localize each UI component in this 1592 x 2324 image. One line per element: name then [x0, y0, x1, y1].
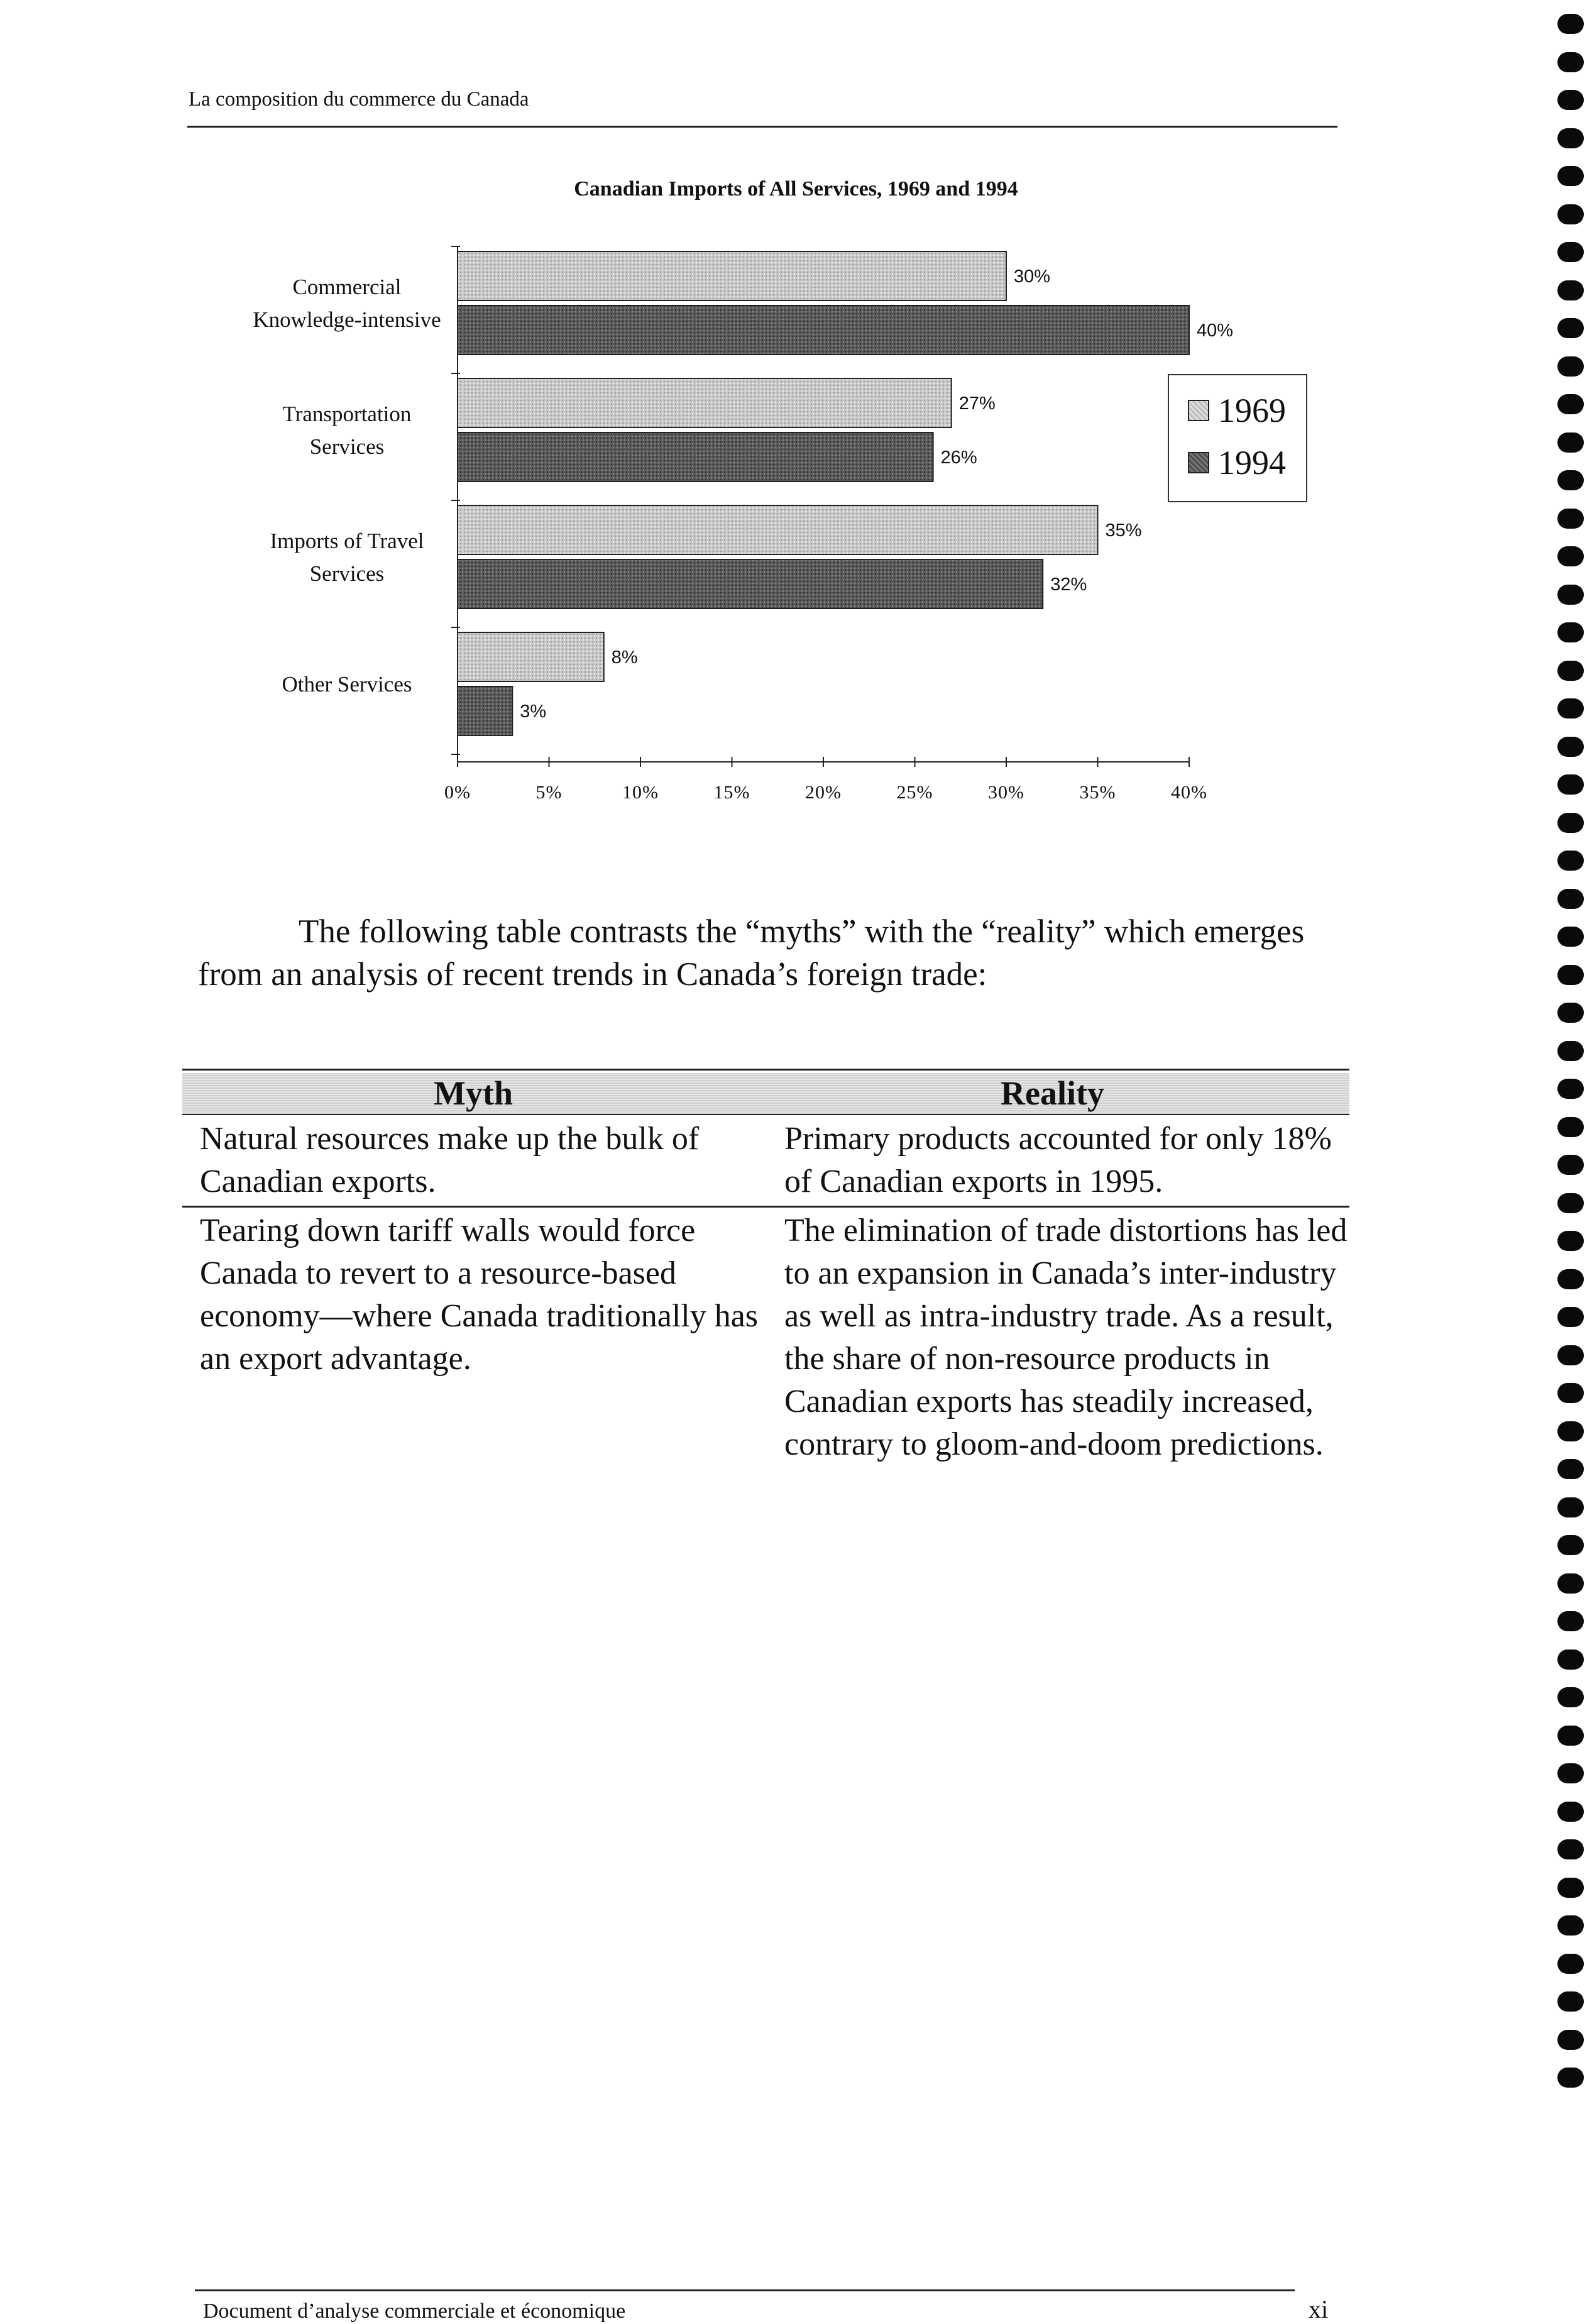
binding-hole: [1557, 965, 1584, 985]
x-tick-label: 0%: [444, 782, 471, 803]
binding-hole: [1557, 1649, 1584, 1670]
running-header: La composition du commerce du Canada: [189, 88, 529, 111]
bar-1994: [458, 306, 1189, 355]
binding-hole: [1557, 90, 1584, 110]
bar-value-label: 35%: [1105, 520, 1142, 541]
binding-hole: [1557, 1954, 1584, 1974]
binding-hole: [1557, 1193, 1584, 1213]
binding-hole: [1557, 1231, 1584, 1251]
binding-hole: [1557, 1611, 1584, 1631]
binding-hole: [1557, 1421, 1584, 1441]
binding-hole: [1557, 1763, 1584, 1783]
binding-hole: [1557, 2068, 1584, 2088]
x-tick-label: 5%: [535, 782, 563, 803]
table-header-myth: Myth: [434, 1074, 513, 1112]
category-label: Commercial Knowledge-intensive: [253, 275, 441, 332]
x-tick-label: 20%: [805, 782, 842, 803]
legend-swatch-1994: [1188, 452, 1209, 473]
binding-hole: [1557, 737, 1584, 757]
binding-hole: [1557, 1345, 1584, 1365]
chart-title: Canadian Imports of All Services, 1969 and 1994: [574, 177, 1018, 201]
bar-value-label: 3%: [520, 702, 547, 722]
category-label: Other Services: [282, 672, 412, 697]
bar-1969: [458, 505, 1098, 554]
bar-1994: [458, 686, 512, 735]
x-tick-label: 25%: [896, 782, 933, 803]
bar-1969: [458, 632, 604, 681]
footer-text: Document d’analyse commerciale et économique: [203, 2299, 626, 2323]
chart-legend: [1168, 374, 1307, 502]
binding-hole: [1557, 470, 1584, 490]
binding-hole: [1557, 1041, 1584, 1061]
bar-1969: [458, 378, 952, 427]
binding-hole: [1557, 1878, 1584, 1898]
x-tick-label: 10%: [622, 782, 659, 803]
table-header-reality: Reality: [1001, 1074, 1104, 1112]
binding-hole: [1557, 1802, 1584, 1822]
bar-chart: [0, 0, 1592, 830]
x-tick-label: 40%: [1171, 782, 1207, 803]
bar-value-label: 27%: [958, 394, 996, 414]
binding-hole: [1557, 1497, 1584, 1517]
bar-1969: [458, 251, 1006, 300]
category-label: Transportation Services: [282, 402, 412, 459]
binding-hole: [1557, 52, 1584, 72]
legend-label-1994: 1994: [1218, 444, 1286, 482]
table-header-row: [182, 1073, 1349, 1115]
binding-hole: [1557, 1687, 1584, 1707]
binding-hole: [1557, 1117, 1584, 1137]
binding-hole: [1557, 1726, 1584, 1746]
binding-hole: [1557, 204, 1584, 224]
binding-hole: [1557, 927, 1584, 947]
binding-hole: [1557, 1573, 1584, 1594]
table-cell-myth-2: Tearing down tariff walls would force Canada to revert to a resource-based economy—where Canada traditionally has an export advantage.: [200, 1213, 759, 1377]
binding-hole: [1557, 128, 1584, 148]
binding-hole: [1557, 1307, 1584, 1327]
binding-hole: [1557, 14, 1584, 34]
legend-item-1969: [1188, 391, 1286, 430]
binding-hole: [1557, 1003, 1584, 1023]
table-row-rule: [182, 1206, 1349, 1208]
x-tick-label: 30%: [988, 782, 1024, 803]
binding-hole: [1557, 774, 1584, 795]
binding-hole: [1557, 1155, 1584, 1175]
legend-item-1994: [1188, 443, 1286, 482]
table-top-rule: [182, 1069, 1349, 1071]
bar-value-label: 40%: [1197, 321, 1234, 341]
bar-value-label: 30%: [1014, 267, 1051, 287]
legend-swatch-1969: [1188, 400, 1209, 421]
binding-hole: [1557, 2030, 1584, 2050]
bar-value-label: 32%: [1050, 575, 1087, 595]
binding-hole: [1557, 394, 1584, 414]
binding-hole: [1557, 280, 1584, 300]
binding-hole: [1557, 698, 1584, 719]
bar-1994: [458, 559, 1043, 609]
binding-hole: [1557, 509, 1584, 529]
footer-rule: [195, 2289, 1295, 2291]
binding-hole: [1557, 622, 1584, 642]
page-number: xi: [1309, 2295, 1329, 2323]
category-label: Imports of Travel Services: [270, 529, 424, 586]
bar-value-label: 26%: [940, 448, 977, 468]
table-cell-reality-2: The elimination of trade distortions has led to an expansion in Canada’s inter-industry as well as intra-industry trade. As a result, the share of non-resource products in Canadian exports has steadily increased, contrary to gloom-and-doom predictions.: [784, 1213, 1348, 1462]
binding-hole: [1557, 851, 1584, 871]
legend-label-1969: 1969: [1218, 392, 1286, 429]
binding-hole: [1557, 1535, 1584, 1555]
x-tick-label: 15%: [713, 782, 750, 803]
binding-hole: [1557, 1915, 1584, 1936]
bar-value-label: 8%: [611, 647, 638, 668]
bar-1994: [458, 432, 933, 482]
binding-hole: [1557, 1079, 1584, 1099]
binding-hole: [1557, 242, 1584, 262]
binding-hole: [1557, 1269, 1584, 1289]
binding-hole: [1557, 432, 1584, 453]
binding-hole: [1557, 318, 1584, 338]
binding-hole: [1557, 813, 1584, 833]
binding-hole: [1557, 546, 1584, 566]
binding-hole: [1557, 1839, 1584, 1859]
table-cell-myth-1: Natural resources make up the bulk of Canadian exports.: [200, 1121, 700, 1199]
binding-hole: [1557, 1991, 1584, 2012]
binding-hole: [1557, 1459, 1584, 1479]
binding-hole: [1557, 889, 1584, 909]
binding-hole: [1557, 1383, 1584, 1403]
intro-paragraph: The following table contrasts the “myths” with the “reality” which emerges from an analysis of recent trends in Canada’s foreign trade:: [198, 913, 1305, 993]
binding-hole: [1557, 356, 1584, 377]
binding-hole: [1557, 661, 1584, 681]
binding-hole: [1557, 166, 1584, 186]
x-tick-label: 35%: [1079, 782, 1116, 803]
binding-hole: [1557, 585, 1584, 605]
table-cell-reality-1: Primary products accounted for only 18% of Canadian exports in 1995.: [784, 1121, 1332, 1199]
